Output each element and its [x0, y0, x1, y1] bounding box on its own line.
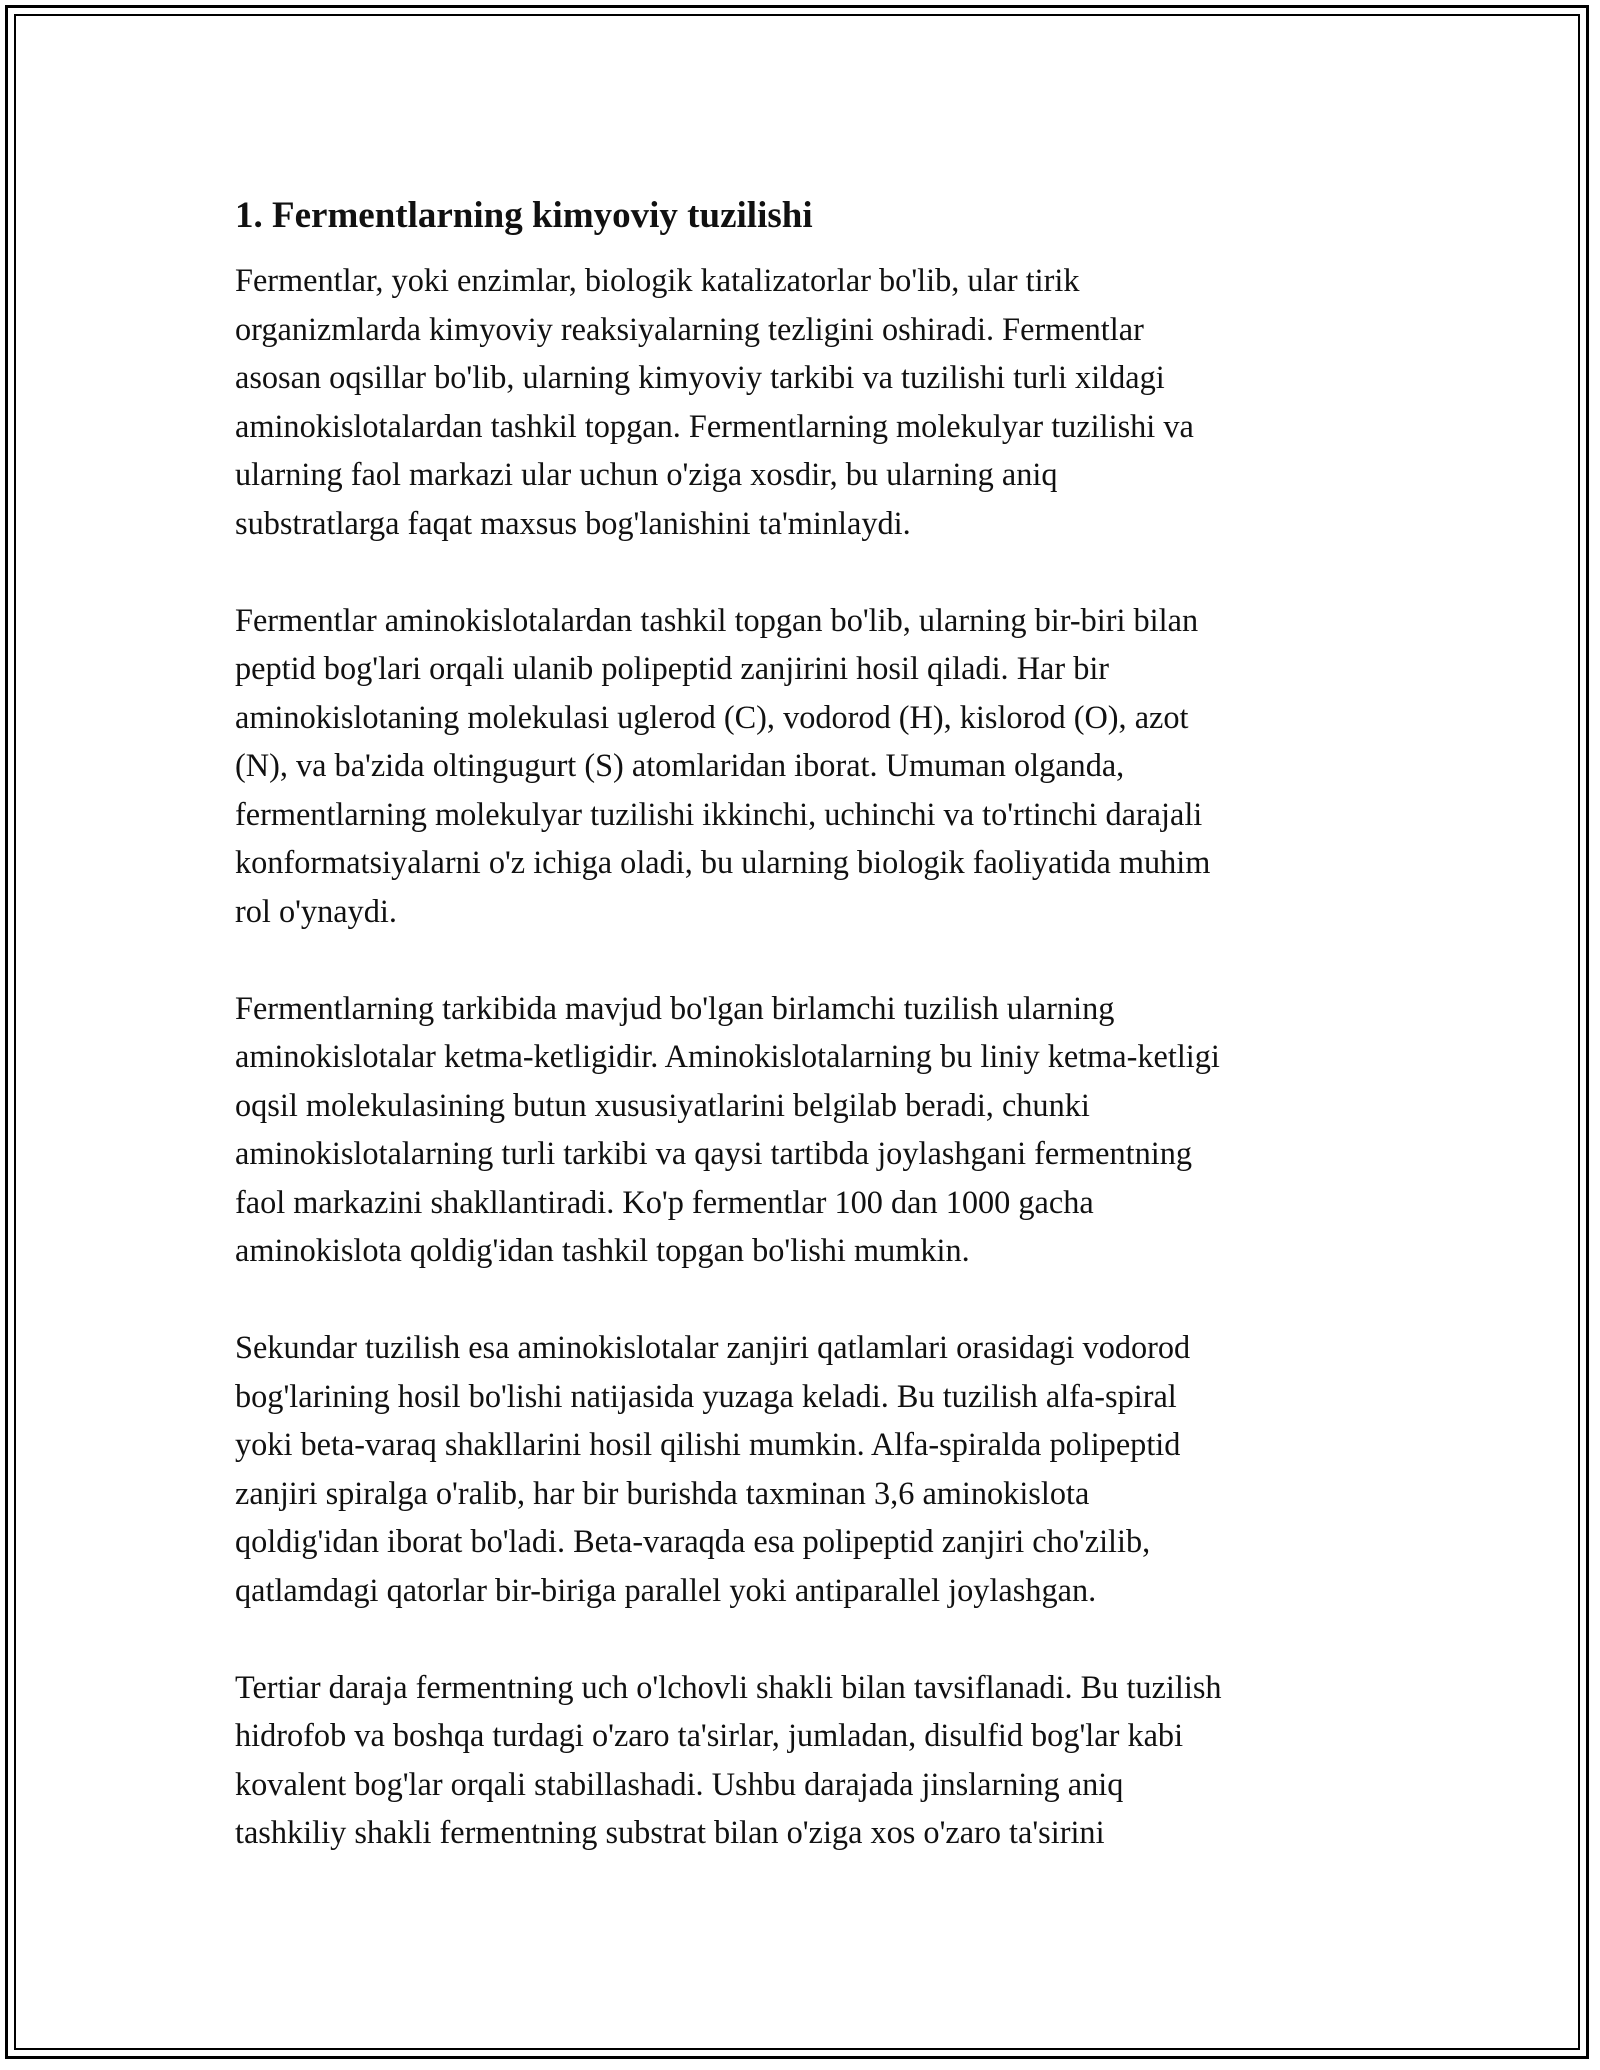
- text-line: zanjiri spiralga o'ralib, har bir burishda taxminan 3,6 aminokislota: [235, 1474, 1090, 1511]
- text-line: asosan oqsillar bo'lib, ularning kimyoviy tarkibi va tuzilishi turli xildagi: [235, 359, 1165, 395]
- text-line: Tertiar daraja fermentning uch o'lchovli shakli bilan tavsiflanadi. Bu tuzilish: [235, 1668, 1222, 1705]
- text-line: aminokislotalardan tashkil topgan. Fermentlarning molekulyar tuzilishi va: [235, 407, 1194, 444]
- text-line: tashkiliy shakli fermentning substrat bilan o'ziga xos o'zaro ta'sirini: [235, 1814, 1105, 1850]
- text-line: Sekundar tuzilish esa aminokislotalar zanjiri qatlamlari orasidagi vodorod: [235, 1329, 1191, 1365]
- text-line: konformatsiyalarni o'z ichiga oladi, bu ularning biologik faoliyatida muhim: [235, 844, 1211, 880]
- text-line: Fermentlar aminokislotalardan tashkil topgan bo'lib, ularning bir-biri bilan: [235, 601, 1199, 638]
- text-line: aminokislotalar ketma-ketligidir. Aminokislotalarning bu liniy ketma-ketligi: [235, 1038, 1220, 1074]
- text-line: rol o'ynaydi.: [235, 892, 397, 929]
- paragraph-4: [235, 1323, 1375, 1614]
- text-line: qatlamdagi qatorlar bir-biriga parallel yoki antiparallel joylashgan.: [235, 1571, 1097, 1608]
- text-line: fermentlarning molekulyar tuzilishi ikkinchi, uchinchi va to'rtinchi darajali: [235, 795, 1203, 832]
- paragraph-3: [235, 984, 1375, 1275]
- text-line: substratlarga faqat maxsus bog'lanishini ta'minlaydi.: [235, 504, 911, 541]
- text-line: organizmlarda kimyoviy reaksiyalarning tezligini oshiradi. Fermentlar: [235, 310, 1144, 347]
- text-line: (N), va ba'zida oltingugurt (S) atomlaridan iborat. Umuman olganda,: [235, 747, 1125, 783]
- text-line: kovalent bog'lar orqali stabillashadi. Ushbu darajada jinslarning aniq: [235, 1765, 1124, 1802]
- text-line: ularning faol markazi ular uchun o'ziga xosdir, bu ularning aniq: [235, 456, 1058, 492]
- text-line: aminokislota qoldig'idan tashkil topgan bo'lishi mumkin.: [235, 1232, 970, 1268]
- paragraph-2: [235, 596, 1375, 936]
- text-line: Fermentlar, yoki enzimlar, biologik katalizatorlar bo'lib, ular tirik: [235, 262, 1080, 298]
- text-line: peptid bog'lari orqali ulanib polipeptid zanjirini hosil qiladi. Har bir: [235, 650, 1110, 686]
- text-line: aminokislotaning molekulasi uglerod (C), vodorod (H), kislorod (O), azot: [235, 698, 1189, 735]
- text-line: faol markazini shakllantiradi. Ko'p fermentlar 100 dan 1000 gacha: [235, 1183, 1094, 1220]
- section-heading: 1. Fermentlarning kimyoviy tuzilishi: [235, 195, 813, 236]
- paragraph-5: [235, 1663, 1375, 1857]
- text-line: bog'larining hosil bo'lishi natijasida yuzaga keladi. Bu tuzilish alfa-spiral: [235, 1377, 1177, 1414]
- text-line: hidrofob va boshqa turdagi o'zaro ta'sirlar, jumladan, disulfid bog'lar kabi: [235, 1717, 1184, 1753]
- paragraph-1: [235, 256, 1375, 547]
- text-line: yoki beta-varaq shakllarini hosil qilishi mumkin. Alfa-spiralda polipeptid: [235, 1426, 1181, 1462]
- text-line: oqsil molekulasining butun xususiyatlarini belgilab beradi, chunki: [235, 1086, 1090, 1123]
- document-body: [235, 192, 1375, 1905]
- text-line: aminokislotalarning turli tarkibi va qaysi tartibda joylashgani fermentning: [235, 1135, 1193, 1171]
- text-line: Fermentlarning tarkibida mavjud bo'lgan birlamchi tuzilish ularning: [235, 989, 1115, 1026]
- text-line: qoldig'idan iborat bo'ladi. Beta-varaqda esa polipeptid zanjiri cho'zilib,: [235, 1523, 1151, 1559]
